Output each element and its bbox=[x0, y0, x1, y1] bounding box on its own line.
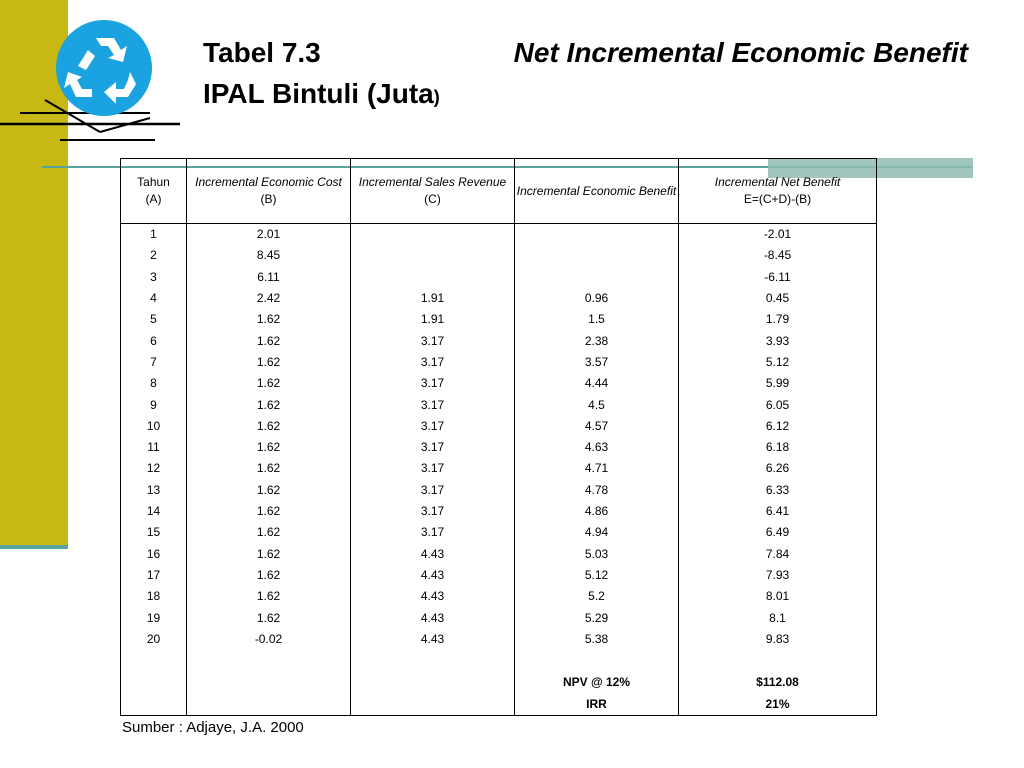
table-row bbox=[121, 267, 877, 288]
cell-revenue bbox=[351, 224, 515, 246]
empty-cell bbox=[187, 672, 351, 693]
cell-benefit bbox=[515, 267, 679, 288]
cell-year: 8 bbox=[121, 373, 187, 394]
cell-year: 1 bbox=[121, 224, 187, 246]
cell-cost: 1.62 bbox=[187, 395, 351, 416]
cell-cost: 1.62 bbox=[187, 480, 351, 501]
empty-cell bbox=[187, 694, 351, 716]
cell-revenue: 4.43 bbox=[351, 608, 515, 629]
cell-year: 10 bbox=[121, 416, 187, 437]
cell-net-benefit: 0.45 bbox=[679, 288, 877, 309]
table-row bbox=[121, 395, 877, 416]
cell-net-benefit: 6.05 bbox=[679, 395, 877, 416]
cell-net-benefit: 9.83 bbox=[679, 629, 877, 650]
cell-net-benefit: 6.18 bbox=[679, 437, 877, 458]
cell-revenue: 3.17 bbox=[351, 480, 515, 501]
cell-benefit: 5.29 bbox=[515, 608, 679, 629]
title-line-2 bbox=[203, 73, 968, 118]
cell-cost: 1.62 bbox=[187, 331, 351, 352]
cell-cost: 1.62 bbox=[187, 458, 351, 479]
cell-benefit: 4.86 bbox=[515, 501, 679, 522]
title-line-1 bbox=[203, 32, 968, 73]
cell-cost: 1.62 bbox=[187, 501, 351, 522]
table-row bbox=[121, 288, 877, 309]
cell-net-benefit: -2.01 bbox=[679, 224, 877, 246]
cell-cost: 1.62 bbox=[187, 373, 351, 394]
cell-net-benefit: -8.45 bbox=[679, 245, 877, 266]
cell-net-benefit: 5.99 bbox=[679, 373, 877, 394]
cell-benefit: 4.63 bbox=[515, 437, 679, 458]
cell-cost: 8.45 bbox=[187, 245, 351, 266]
cell-cost: 1.62 bbox=[187, 416, 351, 437]
cell-revenue: 3.17 bbox=[351, 522, 515, 543]
cell-cost: 1.62 bbox=[187, 608, 351, 629]
empty-cell bbox=[121, 694, 187, 716]
table-row bbox=[121, 224, 877, 246]
cell-net-benefit: 6.49 bbox=[679, 522, 877, 543]
empty-cell bbox=[351, 694, 515, 716]
header-revenue: Incremental Sales Revenue (C) bbox=[351, 159, 515, 224]
cell-benefit: 4.5 bbox=[515, 395, 679, 416]
cell-cost: 2.01 bbox=[187, 224, 351, 246]
cell-cost: -0.02 bbox=[187, 629, 351, 650]
cell-year: 7 bbox=[121, 352, 187, 373]
benefit-table bbox=[120, 158, 877, 716]
cell-benefit: 3.57 bbox=[515, 352, 679, 373]
cell-cost: 1.62 bbox=[187, 352, 351, 373]
table-row bbox=[121, 629, 877, 650]
cell-revenue: 4.43 bbox=[351, 544, 515, 565]
cell-net-benefit: 6.12 bbox=[679, 416, 877, 437]
table-row bbox=[121, 544, 877, 565]
summary-label: IRR bbox=[515, 694, 679, 716]
cell-benefit: 4.71 bbox=[515, 458, 679, 479]
table-row bbox=[121, 586, 877, 607]
cell-revenue: 3.17 bbox=[351, 395, 515, 416]
cell-cost: 2.42 bbox=[187, 288, 351, 309]
table-row bbox=[121, 437, 877, 458]
cell-revenue bbox=[351, 267, 515, 288]
cell-net-benefit: 8.1 bbox=[679, 608, 877, 629]
table-row bbox=[121, 352, 877, 373]
empty-cell bbox=[351, 672, 515, 693]
cell-revenue: 1.91 bbox=[351, 288, 515, 309]
table-row bbox=[121, 373, 877, 394]
cell-revenue: 3.17 bbox=[351, 352, 515, 373]
cell-year: 12 bbox=[121, 458, 187, 479]
header-net-benefit: Incremental Net Benefit E=(C+D)-(B) bbox=[679, 159, 877, 224]
summary-value: $112.08 bbox=[679, 672, 877, 693]
source-note: Sumber : Adjaye, J.A. 2000 bbox=[122, 719, 304, 736]
cell-net-benefit: 8.01 bbox=[679, 586, 877, 607]
cell-year: 11 bbox=[121, 437, 187, 458]
cell-year: 16 bbox=[121, 544, 187, 565]
cell-revenue: 3.17 bbox=[351, 501, 515, 522]
cell-year: 15 bbox=[121, 522, 187, 543]
cell-year: 9 bbox=[121, 395, 187, 416]
cell-benefit: 1.5 bbox=[515, 309, 679, 330]
table-row bbox=[121, 416, 877, 437]
table-row bbox=[121, 565, 877, 586]
cell-net-benefit: 7.93 bbox=[679, 565, 877, 586]
cell-revenue: 4.43 bbox=[351, 586, 515, 607]
cell-benefit: 5.2 bbox=[515, 586, 679, 607]
cell-year: 5 bbox=[121, 309, 187, 330]
header-cost: Incremental Economic Cost (B) bbox=[187, 159, 351, 224]
cell-benefit: 4.44 bbox=[515, 373, 679, 394]
cell-net-benefit: 6.26 bbox=[679, 458, 877, 479]
table-row bbox=[121, 608, 877, 629]
cell-net-benefit: 3.93 bbox=[679, 331, 877, 352]
cell-net-benefit: 6.33 bbox=[679, 480, 877, 501]
cell-cost: 1.62 bbox=[187, 544, 351, 565]
cell-revenue: 3.17 bbox=[351, 437, 515, 458]
title-italic: Net Incremental Economic Benefit bbox=[513, 37, 968, 68]
cell-year: 3 bbox=[121, 267, 187, 288]
table-row bbox=[121, 480, 877, 501]
cell-year: 17 bbox=[121, 565, 187, 586]
cell-year: 4 bbox=[121, 288, 187, 309]
cell-cost: 1.62 bbox=[187, 522, 351, 543]
cell-revenue: 1.91 bbox=[351, 309, 515, 330]
cell-benefit: 4.78 bbox=[515, 480, 679, 501]
summary-label: NPV @ 12% bbox=[515, 672, 679, 693]
table-row bbox=[121, 245, 877, 266]
cell-year: 13 bbox=[121, 480, 187, 501]
cell-revenue: 4.43 bbox=[351, 565, 515, 586]
band-accent-line bbox=[0, 545, 68, 549]
cell-year: 18 bbox=[121, 586, 187, 607]
cell-revenue: 3.17 bbox=[351, 331, 515, 352]
table-row bbox=[121, 501, 877, 522]
cell-revenue bbox=[351, 245, 515, 266]
title-line2-close: ) bbox=[433, 87, 440, 107]
cell-revenue: 4.43 bbox=[351, 629, 515, 650]
cell-year: 2 bbox=[121, 245, 187, 266]
cell-benefit bbox=[515, 224, 679, 246]
cell-cost: 6.11 bbox=[187, 267, 351, 288]
cell-cost: 1.62 bbox=[187, 565, 351, 586]
cell-benefit: 5.03 bbox=[515, 544, 679, 565]
summary-row bbox=[121, 694, 877, 716]
table-row bbox=[121, 522, 877, 543]
cell-benefit: 0.96 bbox=[515, 288, 679, 309]
table-row bbox=[121, 331, 877, 352]
cell-net-benefit: -6.11 bbox=[679, 267, 877, 288]
cell-benefit bbox=[515, 245, 679, 266]
cell-revenue: 3.17 bbox=[351, 373, 515, 394]
cell-benefit: 5.38 bbox=[515, 629, 679, 650]
cell-year: 14 bbox=[121, 501, 187, 522]
cell-benefit: 4.94 bbox=[515, 522, 679, 543]
summary-value: 21% bbox=[679, 694, 877, 716]
title-line2-main: IPAL Bintuli (Juta bbox=[203, 78, 434, 109]
cell-year: 20 bbox=[121, 629, 187, 650]
recycle-icon bbox=[0, 0, 200, 160]
table-row bbox=[121, 458, 877, 479]
table-header-row bbox=[121, 159, 877, 224]
cell-benefit: 4.57 bbox=[515, 416, 679, 437]
cell-revenue: 3.17 bbox=[351, 458, 515, 479]
cell-net-benefit: 1.79 bbox=[679, 309, 877, 330]
spacer-row bbox=[121, 650, 877, 672]
slide-title bbox=[203, 32, 968, 118]
summary-row bbox=[121, 672, 877, 693]
cell-benefit: 5.12 bbox=[515, 565, 679, 586]
cell-year: 6 bbox=[121, 331, 187, 352]
cell-cost: 1.62 bbox=[187, 586, 351, 607]
cell-net-benefit: 7.84 bbox=[679, 544, 877, 565]
cell-cost: 1.62 bbox=[187, 309, 351, 330]
cell-benefit: 2.38 bbox=[515, 331, 679, 352]
header-tahun: Tahun (A) bbox=[121, 159, 187, 224]
cell-cost: 1.62 bbox=[187, 437, 351, 458]
header-benefit: Incremental Economic Benefit bbox=[515, 159, 679, 224]
empty-cell bbox=[121, 672, 187, 693]
cell-revenue: 3.17 bbox=[351, 416, 515, 437]
table-row bbox=[121, 309, 877, 330]
cell-net-benefit: 6.41 bbox=[679, 501, 877, 522]
cell-net-benefit: 5.12 bbox=[679, 352, 877, 373]
title-prefix: Tabel 7.3 bbox=[203, 37, 321, 68]
cell-year: 19 bbox=[121, 608, 187, 629]
